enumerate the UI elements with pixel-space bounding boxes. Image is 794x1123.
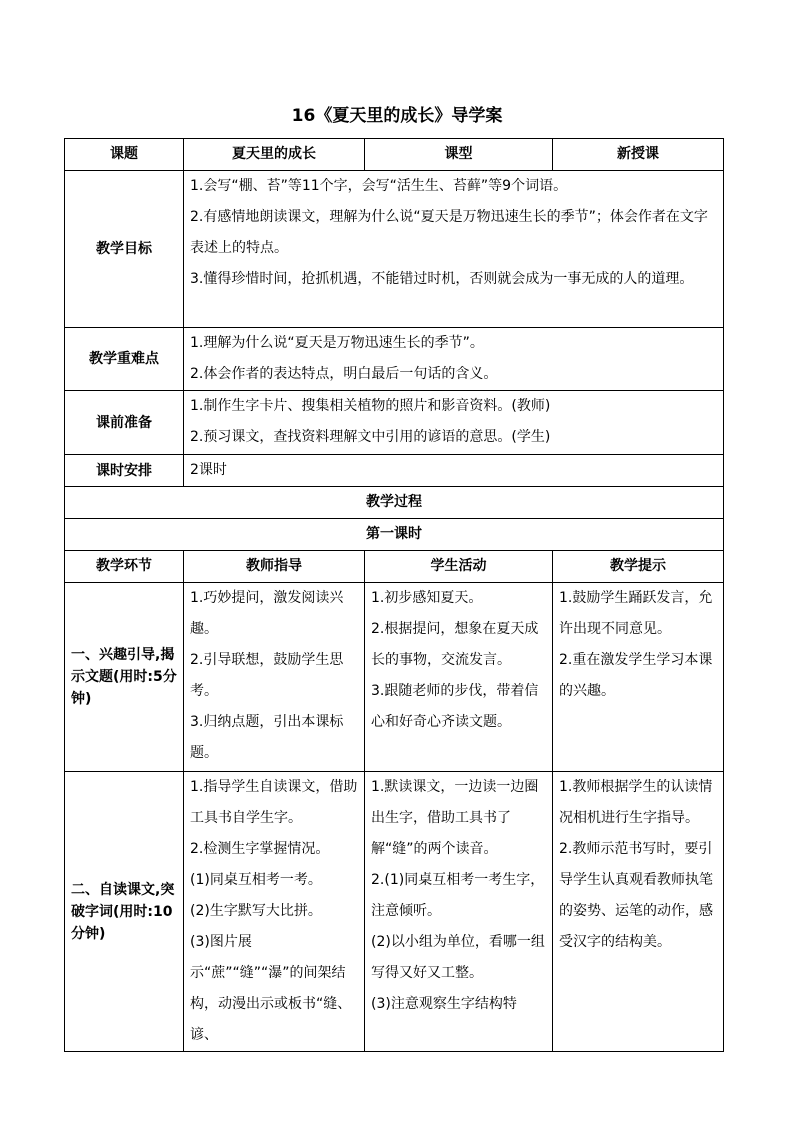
- goal-item: 1.会写“棚、苔”等11个字，会写“活生生、苔藓”等9个词语。: [190, 178, 568, 194]
- first-lesson-row: [65, 519, 724, 551]
- student-item: 2.根据提问，想象在夏天成长的事物，交流发言。: [371, 621, 539, 668]
- first-lesson-title: 第一课时: [65, 519, 724, 551]
- key-point-item: 2.体会作者的表达特点，明白最后一句话的含义。: [190, 366, 498, 382]
- process-title-row: [65, 487, 724, 519]
- type-value: 新授课: [553, 139, 724, 171]
- type-label: 课型: [365, 139, 553, 171]
- teacher-item: (3)图片展示“蔗”“缝”“瀑”的间架结构，动漫出示或板书“缝、谚、: [190, 934, 352, 1043]
- preparation-label: 课前准备: [65, 391, 184, 455]
- goal-item: 2.有感情地朗读课文，理解为什么说“夏天是万物迅速生长的季节”；体会作者在文字表述上的特点。: [190, 209, 708, 256]
- teacher-item: 1.巧妙提问，激发阅读兴趣。: [190, 590, 344, 637]
- stage-name: 二、自读课文,突破字词(用时:10分钟): [65, 772, 184, 1052]
- goals-row: [65, 171, 724, 328]
- preparation-item: 1.制作生字卡片、搜集相关植物的照片和影音资料。(教师): [190, 398, 551, 414]
- teaching-hint: [553, 583, 724, 772]
- stage-row: [65, 583, 724, 772]
- teacher-item: 2.检测生字掌握情况。: [190, 841, 330, 857]
- stage-row: [65, 772, 724, 1052]
- schedule-label: 课时安排: [65, 455, 184, 487]
- teacher-item: 1.指导学生自读课文，借助工具书自学生字。: [190, 779, 358, 826]
- hint-item: 1.教师根据学生的认读情况相机进行生字指导。: [559, 779, 713, 826]
- preparation-content: [184, 391, 724, 455]
- lesson-plan-table: [64, 138, 724, 1052]
- info-row: [65, 139, 724, 171]
- preparation-item: 2.预习课文，查找资料理解文中引用的谚语的意思。(学生): [190, 429, 551, 445]
- hint-item: 2.教师示范书写时，要引导学生认真观看教师执笔的姿势、运笔的动作，感受汉字的结构美。: [559, 841, 713, 950]
- student-item: (3)注意观察生字结构特: [371, 996, 517, 1012]
- student-activity: [365, 583, 553, 772]
- schedule-value: 2课时: [184, 455, 724, 487]
- student-activity: [365, 772, 553, 1052]
- key-points-content: [184, 328, 724, 391]
- teacher-item: (1)同桌互相考一考。: [190, 872, 322, 888]
- student-item: (2)以小组为单位，看哪一组写得又好又工整。: [371, 934, 545, 981]
- teacher-item: 2.引导联想，鼓励学生思考。: [190, 652, 344, 699]
- student-item: 2.(1)同桌互相考一考生字，注意倾听。: [371, 872, 545, 919]
- key-points-label: 教学重难点: [65, 328, 184, 391]
- hint-item: 2.重在激发学生学习本课的兴趣。: [559, 652, 713, 699]
- teacher-guidance: [184, 583, 365, 772]
- page-title: 16《夏天里的成长》导学案: [291, 106, 503, 126]
- process-title: 教学过程: [65, 487, 724, 519]
- student-item: 1.初步感知夏天。: [371, 590, 483, 606]
- teacher-item: 3.归纳点题，引出本课标题。: [190, 714, 344, 761]
- column-header-row: [65, 551, 724, 583]
- stage-name: 一、兴趣引导,揭示文题(用时:5分钟): [65, 583, 184, 772]
- teacher-guidance: [184, 772, 365, 1052]
- student-item: 3.跟随老师的步伐，带着信心和好奇心齐读文题。: [371, 683, 539, 730]
- column-header: 教师指导: [184, 551, 365, 583]
- teacher-item: (2)生字默写大比拼。: [190, 903, 322, 919]
- goals-label: 教学目标: [65, 171, 184, 328]
- key-points-row: [65, 328, 724, 391]
- column-header: 教学环节: [65, 551, 184, 583]
- column-header: 学生活动: [365, 551, 553, 583]
- lesson-label: 课题: [65, 139, 184, 171]
- schedule-row: [65, 455, 724, 487]
- student-item: 1.默读课文，一边读一边圈出生字，借助工具书了解“缝”的两个读音。: [371, 779, 539, 857]
- teaching-hint: [553, 772, 724, 1052]
- goals-content: [184, 171, 724, 328]
- key-point-item: 1.理解为什么说“夏天是万物迅速生长的季节”。: [190, 335, 484, 351]
- lesson-value: 夏天里的成长: [184, 139, 365, 171]
- hint-item: 1.鼓励学生踊跃发言，允许出现不同意见。: [559, 590, 713, 637]
- preparation-row: [65, 391, 724, 455]
- column-header: 教学提示: [553, 551, 724, 583]
- goal-item: 3.懂得珍惜时间，抢抓机遇，不能错过时机，否则就会成为一事无成的人的道理。: [190, 271, 694, 287]
